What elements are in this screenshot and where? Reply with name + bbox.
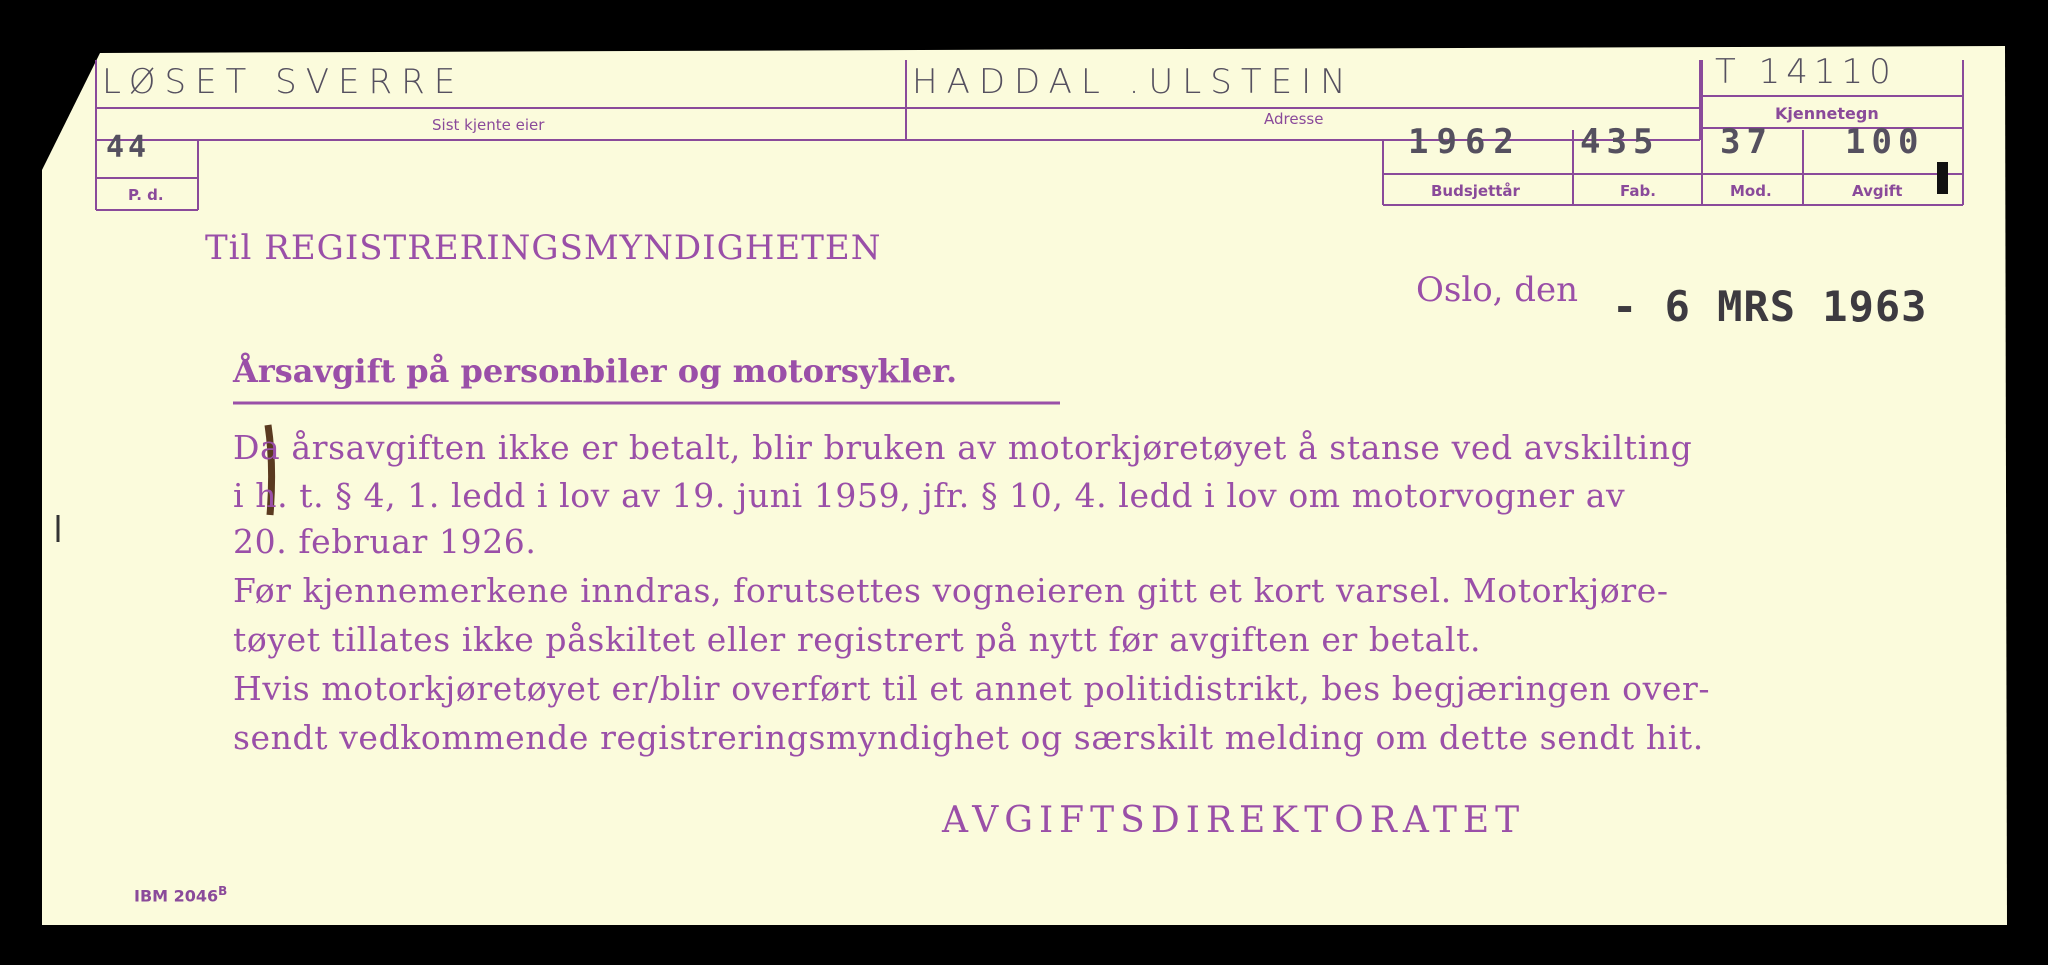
body-line-6: Hvis motorkjøretøyet er/blir overført til et annet politidistrikt, bes begjæringen over- [233, 669, 1711, 708]
black-tab [1937, 162, 1948, 194]
pd-value: 44 [106, 130, 151, 165]
fab-value: 435 [1580, 122, 1660, 162]
budget-year-value: 1962 [1408, 122, 1522, 162]
date-stamp: - 6 MRS 1963 [1612, 282, 1928, 331]
body-line-2: i h. t. § 4, 1. ledd i lov av 19. juni 1959, jfr. § 10, 4. ledd i lov om motorvogner av [233, 476, 1626, 515]
body-line-5: tøyet tillates ikke påskiltet eller registrert på nytt før avgiften er betalt. [233, 620, 1482, 659]
fee-label: Avgift [1852, 182, 1903, 200]
body-line-7: sendt vedkommende registreringsmyndighet og særskilt melding om dette sendt hit. [233, 718, 1704, 757]
budget-year-label: Budsjettår [1431, 182, 1520, 200]
pd-label: P. d. [128, 186, 164, 204]
owner-label: Sist kjente eier [432, 116, 545, 134]
form-code [134, 884, 227, 905]
fee-value: 100 [1845, 122, 1925, 162]
body-line-1: Da årsavgiften ikke er betalt, blir bruken av motorkjøretøyet å stanse ved avskilting [233, 428, 1693, 467]
body-line-3: 20. februar 1926. [233, 522, 537, 561]
address-label: Adresse [1264, 110, 1324, 128]
address-value: HADDAL .ULSTEIN [912, 62, 1355, 102]
fab-label: Fab. [1620, 182, 1656, 200]
form-code-text: IBM 2046 [134, 886, 219, 906]
owner-value: LØSET SVERRE [102, 62, 465, 102]
mod-label: Mod. [1730, 182, 1772, 200]
recipient-heading: Til REGISTRERINGSMYNDIGHETEN [205, 228, 882, 268]
form-code-suffix: B [218, 884, 228, 898]
mod-value: 37 [1720, 122, 1773, 162]
signature: AVGIFTSDIREKTORATET [942, 800, 1526, 841]
plate-label: Kjennetegn [1775, 104, 1879, 123]
place-text: Oslo, den [1416, 270, 1579, 310]
subject-heading: Årsavgift på personbiler og motorsykler. [233, 352, 958, 390]
body-line-4: Før kjennemerkene inndras, forutsettes vogneieren gitt et kort varsel. Motorkjøre- [233, 571, 1669, 610]
plate-value: T 14110 [1715, 52, 1897, 92]
